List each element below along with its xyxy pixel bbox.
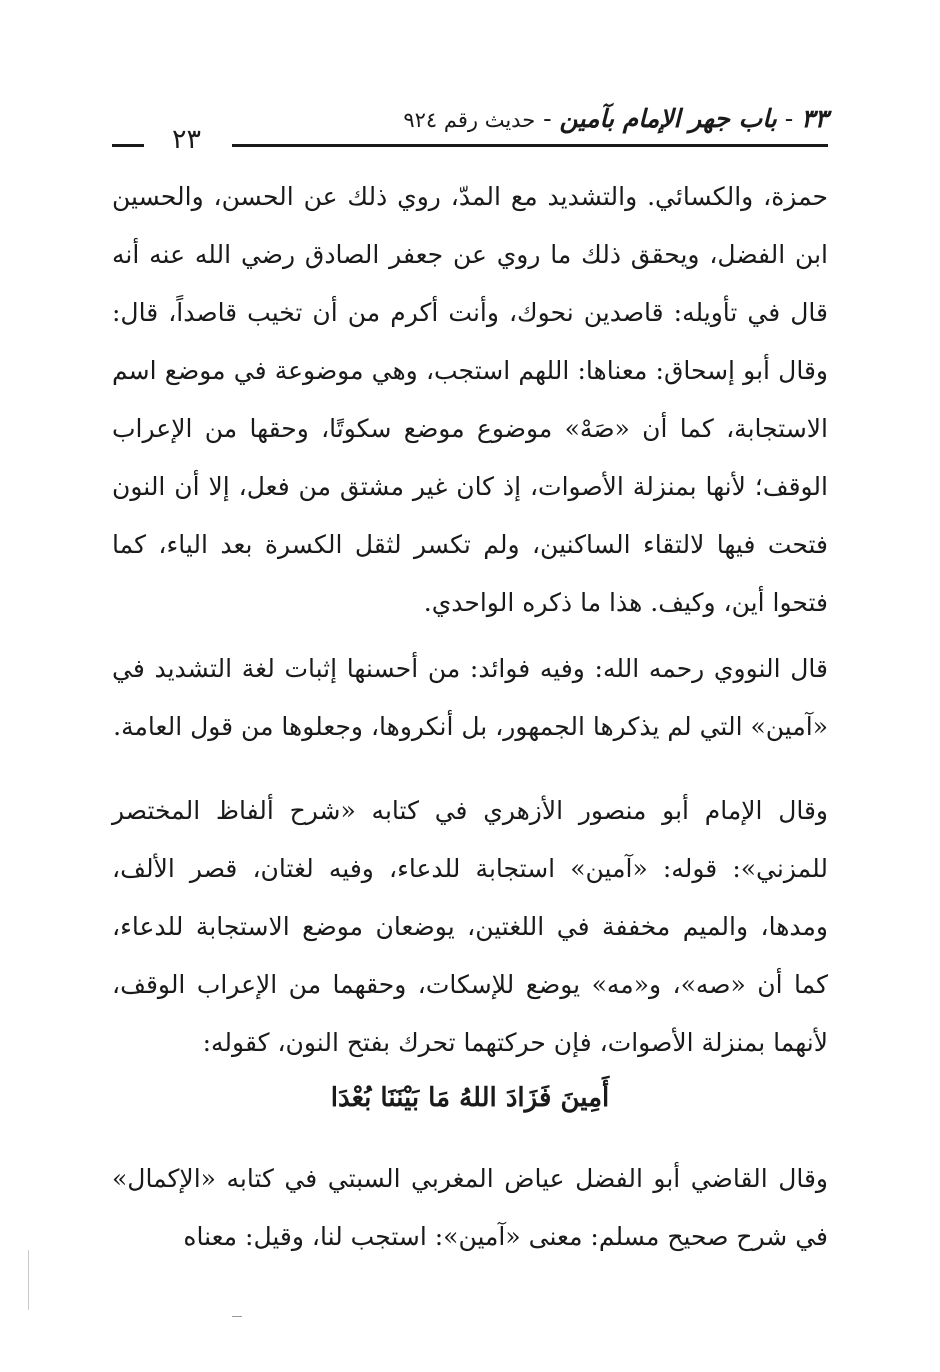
header-rule (232, 144, 828, 147)
header-title: ٣٣ - باب جهر الإمام بآمين - حديث رقم ٩٢٤ (403, 104, 828, 133)
scan-edge-mark (28, 1250, 29, 1310)
page-number: ٢٣ (172, 124, 202, 155)
paragraph: حمزة، والكسائي. والتشديد مع المدّ، روي ذلك عن الحسن، والحسين ابن الفضل، ويحقق ذلك ما روي عن جعفر الصادق رضي الله عنه أنه قال في تأويله: قاصدين نحوك، وأنت أكرم من أن تخيب قاصداً، قال: وقال أبو إسحاق: معناها: اللهم استجب، وهي موضوعة في موضع اسم الاستجابة، كما أن «صَهْ» موضوع موضع سكوتًا، وحقها من الإعراب الوقف؛ لأنها بمنزلة الأصوات، إذ كان غير مشتق من فعل، إلا أن النون فتحت فيها لالتقاء الساكنين، ولم تكسر لثقل الكسرة بعد الياء، كما فتحوا أين، وكيف. هذا ما ذكره الواحدي. (112, 182, 828, 617)
paragraph: قال النووي رحمه الله: وفيه فوائد: من أحسنها إثبات لغة التشديد في «آمين» التي لم يذكرها الجمهور، بل أنكروها، وجعلوها من قول العامة. (112, 654, 828, 741)
paragraph: وقال القاضي أبو الفضل عياض المغربي السبتي في كتابه «الإكمال» في شرح صحيح مسلم: معنى «آمين»: استجب لنا، وقيل: معناه (112, 1164, 828, 1251)
body-text (112, 168, 828, 1266)
chapter-name: باب جهر الإمام بآمين (559, 104, 777, 133)
page-number-dash (112, 144, 144, 147)
chapter-number: ٣٣ (801, 104, 828, 133)
poetry-verse: أَمِينَ فَزَادَ اللهُ مَا بَيْنَنَا بُعْدَا (330, 1083, 610, 1113)
scan-speck (232, 1316, 242, 1317)
hadith-reference: حديث رقم ٩٢٤ (403, 108, 536, 132)
paragraph: وقال الإمام أبو منصور الأزهري في كتابه «شرح ألفاظ المختصر للمزني»: قوله: «آمين» استجابة للدعاء، وفيه لغتان، قصر الألف، ومدها، والميم مخففة في اللغتين، يوضعان موضع الاستجابة للدعاء، كما أن «صه»، و«مه» يوضع للإسكات، وحقهما من الإعراب الوقف، لأنهما بمنزلة الأصوات، فإن حركتهما تحرك بفتح النون، كقوله: (112, 796, 828, 1057)
running-header (112, 100, 828, 160)
